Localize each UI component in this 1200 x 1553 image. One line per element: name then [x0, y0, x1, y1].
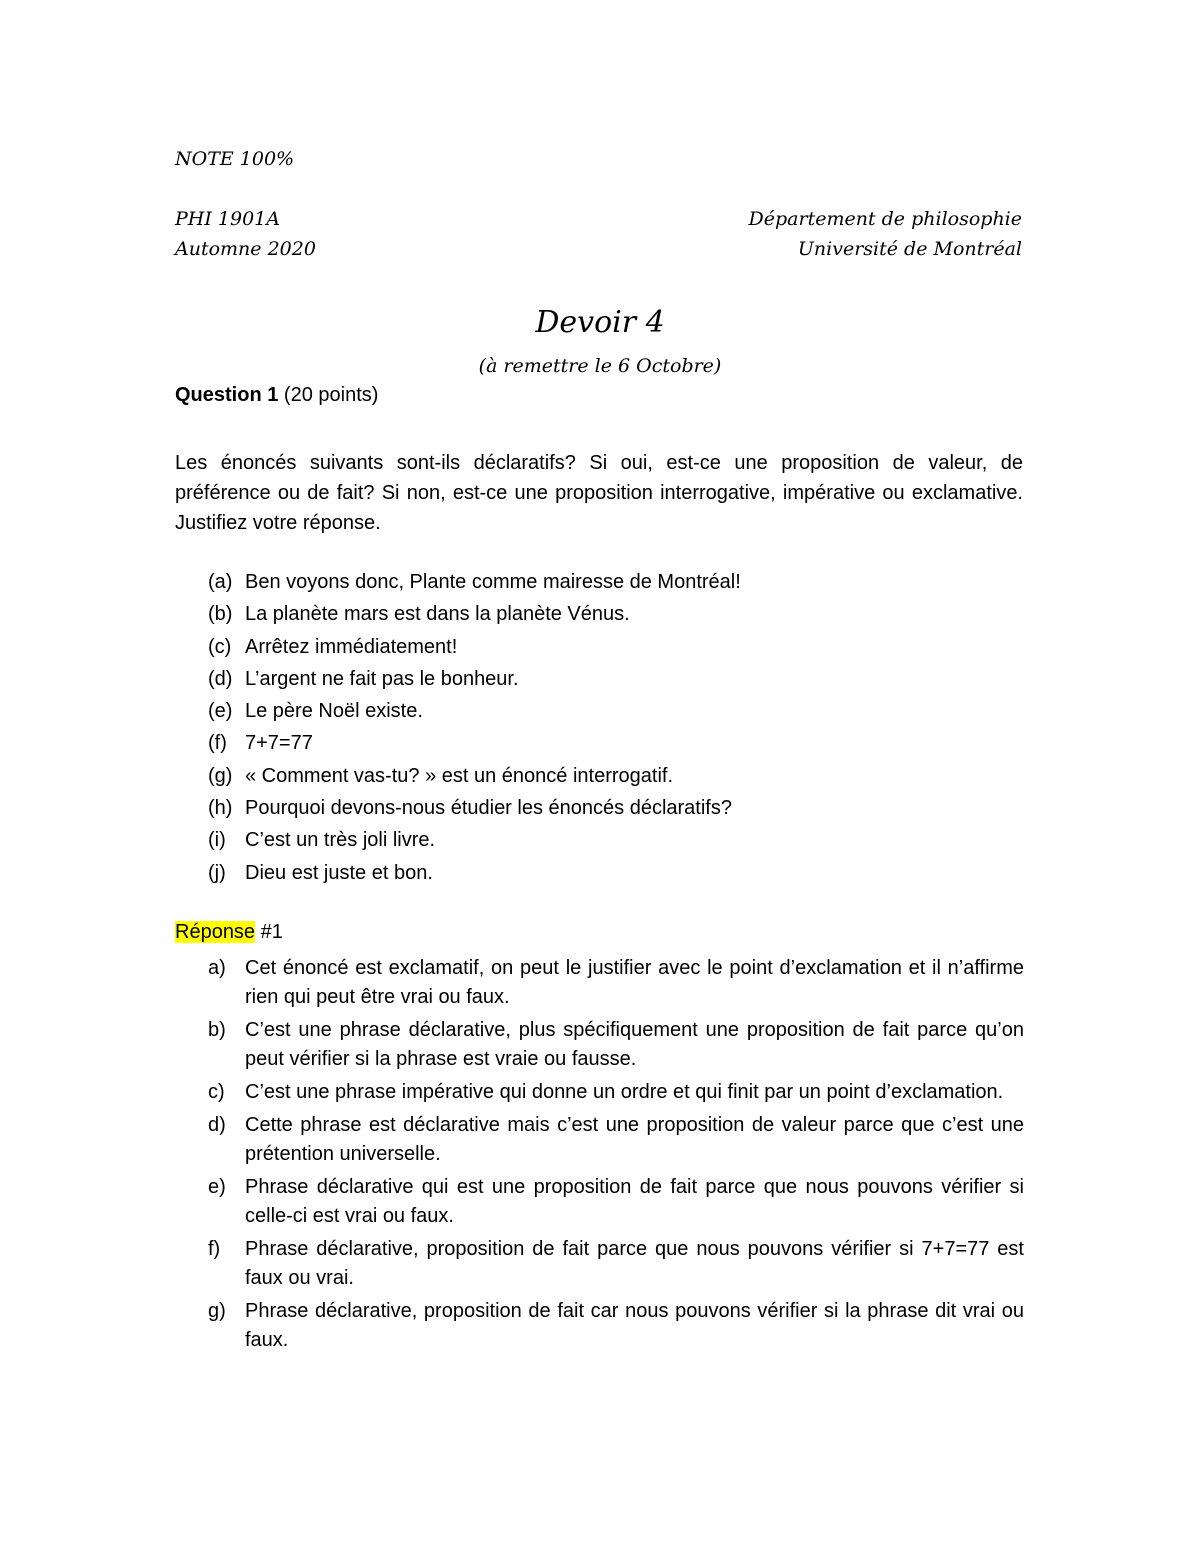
question-heading	[175, 384, 378, 407]
term: Automne 2020	[175, 238, 316, 260]
answer-label: b)	[208, 1019, 226, 1041]
item-text: La planète mars est dans la planète Vénus.	[245, 603, 630, 626]
answer-label: g)	[208, 1300, 226, 1322]
item-text: L’argent ne fait pas le bonheur.	[245, 667, 519, 690]
answer-item	[208, 1173, 1024, 1231]
item-text: Ben voyons donc, Plante comme mairesse de Montréal!	[245, 571, 741, 593]
list-item	[208, 792, 1028, 824]
item-label: (j)	[208, 861, 226, 884]
item-text: Le père Noël existe.	[245, 700, 423, 723]
university: Université de Montréal	[797, 238, 1022, 260]
list-item	[208, 857, 1028, 889]
item-text: 7+7=77	[245, 732, 313, 755]
answer-label: c)	[208, 1081, 225, 1103]
question-points: (20 points)	[278, 384, 379, 406]
item-text: « Comment vas-tu? » est un énoncé interrogatif.	[245, 764, 674, 787]
response-heading	[175, 921, 283, 944]
answer-item	[208, 954, 1024, 1012]
answer-label: e)	[208, 1176, 226, 1198]
answer-item	[208, 1235, 1024, 1293]
course-code: PHI 1901A	[175, 208, 280, 230]
answer-label: d)	[208, 1114, 226, 1136]
item-label: (f)	[208, 732, 227, 755]
answer-text: C’est une phrase impérative qui donne un ordre et qui finit par un point d’exclamation.	[245, 1081, 1004, 1103]
list-item	[208, 566, 1028, 598]
list-item	[208, 824, 1028, 856]
document-subtitle: (à remettre le 6 Octobre)	[478, 355, 722, 377]
grade-note: NOTE 100%	[175, 148, 295, 170]
item-label: (i)	[208, 829, 226, 852]
answer-label: f)	[208, 1238, 221, 1260]
answer-text: C’est une phrase déclarative, plus spécifiquement une proposition de fait parce qu’on peut vérifier si la phrase est vraie ou fausse.	[245, 1019, 1024, 1070]
item-label: (h)	[208, 797, 233, 820]
item-label: (d)	[208, 667, 233, 690]
item-label: (b)	[208, 603, 233, 626]
item-label: (g)	[208, 764, 233, 787]
answer-item	[208, 1078, 1024, 1107]
item-text: C’est un très joli livre.	[245, 829, 436, 852]
answer-text: Phrase déclarative, proposition de fait parce que nous pouvons vérifier si 7+7=77 est faux ou vrai.	[245, 1238, 1024, 1289]
response-label: Réponse	[175, 921, 256, 943]
question-label: Question 1	[175, 384, 279, 406]
item-text: Arrêtez immédiatement!	[245, 635, 458, 658]
question-intro: Les énoncés suivants sont-ils déclaratifs? Si oui, est-ce une proposition de valeur, de préférence ou de fait? Si non, est-ce une proposition interrogative, impérative ou exclamative. Justifiez votre réponse.	[175, 452, 1023, 534]
item-label: (c)	[208, 635, 232, 658]
list-item	[208, 598, 1028, 630]
document-title: Devoir 4	[535, 305, 665, 340]
answer-text: Cette phrase est déclarative mais c’est une proposition de valeur parce que c’est une prétention universelle.	[245, 1114, 1024, 1165]
list-item	[208, 631, 1028, 663]
answer-item	[208, 1111, 1024, 1169]
list-item	[208, 760, 1028, 792]
question-list	[208, 566, 1028, 889]
department: Département de philosophie	[748, 208, 1022, 230]
answer-list	[208, 954, 1024, 1359]
item-label: (a)	[208, 571, 233, 593]
answer-item	[208, 1016, 1024, 1074]
response-number: #1	[255, 921, 283, 943]
item-text: Dieu est juste et bon.	[245, 861, 433, 884]
answer-item	[208, 1297, 1024, 1355]
answer-text: Cet énoncé est exclamatif, on peut le justifier avec le point d’exclamation et il n’affirme rien qui peut être vrai ou faux.	[245, 957, 1024, 1008]
list-item	[208, 727, 1028, 759]
list-item	[208, 663, 1028, 695]
answer-label: a)	[208, 957, 226, 979]
answer-text: Phrase déclarative qui est une proposition de fait parce que nous pouvons vérifier si celle-ci est vrai ou faux.	[245, 1176, 1024, 1227]
answer-text: Phrase déclarative, proposition de fait car nous pouvons vérifier si la phrase dit vrai ou faux.	[245, 1300, 1024, 1351]
item-label: (e)	[208, 700, 233, 723]
list-item	[208, 695, 1028, 727]
item-text: Pourquoi devons-nous étudier les énoncés déclaratifs?	[245, 797, 732, 820]
